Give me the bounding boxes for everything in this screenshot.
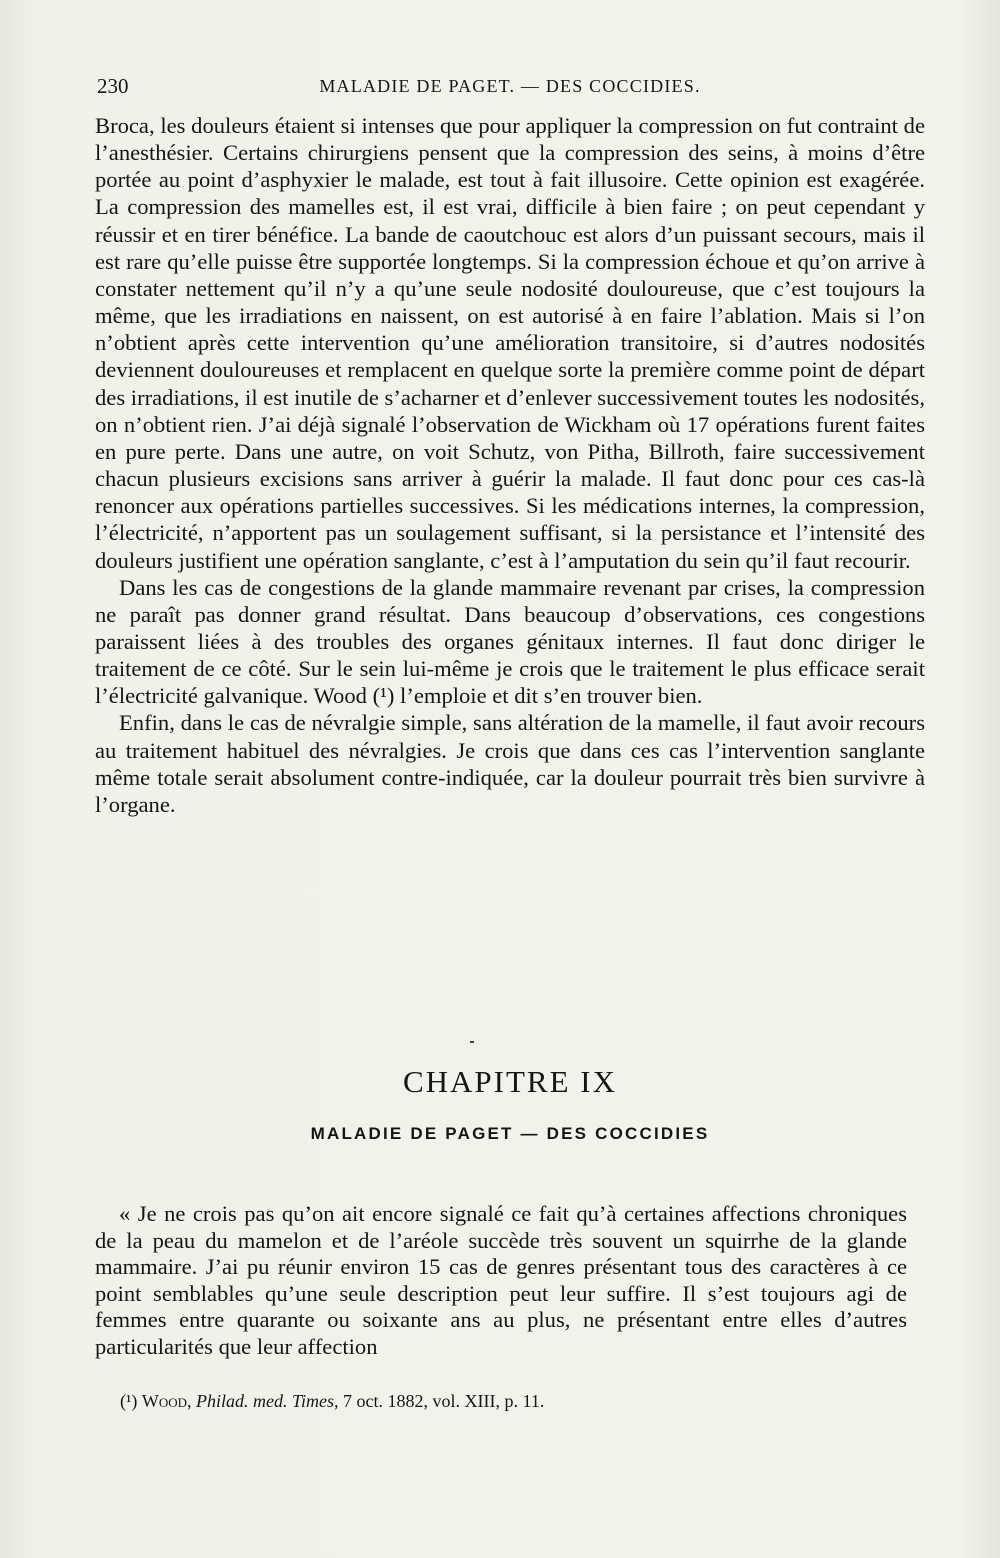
footnote-journal: Philad. med. Times,: [196, 1391, 339, 1411]
body-text: [95, 112, 925, 818]
footnote: [120, 1391, 920, 1412]
running-head: [95, 74, 925, 104]
footnote-details: 7 oct. 1882, vol. XIII, p. 11.: [343, 1391, 545, 1411]
paragraph-nevralgie: Enfin, dans le cas de névralgie simple, sans altération de la mamelle, il faut avoir recours au traitement habituel des névralgies. Je crois que dans ces cas l’intervention sanglante même totale serait absolument contre-indiquée, car la douleur pourrait très bien survivre à l’organe.: [95, 710, 925, 817]
footnote-marker: (¹): [120, 1391, 138, 1411]
running-title: MALADIE DE PAGET. — DES COCCIDIES.: [319, 76, 701, 96]
chapter-subtitle: MALADIE DE PAGET — DES COCCIDIES: [310, 1124, 710, 1143]
page-number: 230: [97, 74, 129, 98]
chapter-paragraph: « Je ne crois pas qu’on ait encore signalé ce fait qu’à certaines affections chroniques de la peau du mamelon et de l’aréole succède très souvent un squirrhe de la glande mammaire. J’ai pu réunir environ 15 cas de genres présentant tous des caractères à ce point semblables qu’une seule description peut leur suffire. Il s’est toujours agi de femmes entre quarante ou soixante ans au plus, ne présentant entre elles d’autres particularités que leur affection: [95, 1201, 907, 1359]
ornament-dot: [470, 1041, 474, 1043]
paragraph-compression: Broca, les douleurs étaient si intenses que pour appliquer la compression on fut contraint de l’anesthésier. Certains chirurgiens pensent que la compression des seins, à moins d’être portée au point d’asphyxier le malade, est tout à fait illusoire. Cette opinion est exagérée. La compression des mamelles est, il est vrai, difficile à bien faire ; on peut cependant y réussir et en tirer bénéfice. La bande de caoutchouc est alors d’un puissant secours, mais il est rare qu’elle puisse être supportée longtemps. Si la compression échoue et qu’on arrive à constater nettement qu’il n’y a qu’une seule nodosité douloureuse, que c’est toujours la même, que les irradiations en naissent, on est autorisé à en faire l’ablation. Mais si l’on n’obtient après cette intervention qu’une amélioration transitoire, si d’autres nodosités deviennent douloureuses et remplacent en quelque sorte la première comme point de départ des irradiations, il est inutile de s’acharner et d’enlever successivement toutes les nodosités, on n’obtient rien. J’ai déjà signalé l’observation de Wickham où 17 opérations furent faites en pure perte. Dans une autre, on voit Schutz, von Pitha, Billroth, faire successivement chacun plusieurs excisions sans arriver à guérir la malade. Il faut donc pour ces cas-là renoncer aux opérations partielles successives. Si les médications internes, la compression, l’électricité, n’apportent pas un soulagement suffisant, si la persistance et l’intensité des douleurs justifient une opération sanglante, c’est à l’amputation du sein qu’il faut recourir.: [95, 113, 925, 573]
chapter-title: CHAPITRE IX: [402, 1064, 618, 1099]
chapter-text: [95, 1201, 907, 1361]
footnote-author: Wood,: [141, 1391, 192, 1411]
paragraph-congestions: Dans les cas de congestions de la glande mammaire revenant par crises, la compression ne paraît pas donner grand résultat. Dans beaucoup d’observations, ces congestions paraissent liées à des troubles des organes génitaux internes. Il faut donc diriger le traitement de ce côté. Sur le sein lui-même je crois que le traitement le plus efficace serait l’électricité galvanique. Wood (¹) l’emploie et dit s’en trouver bien.: [95, 574, 925, 709]
